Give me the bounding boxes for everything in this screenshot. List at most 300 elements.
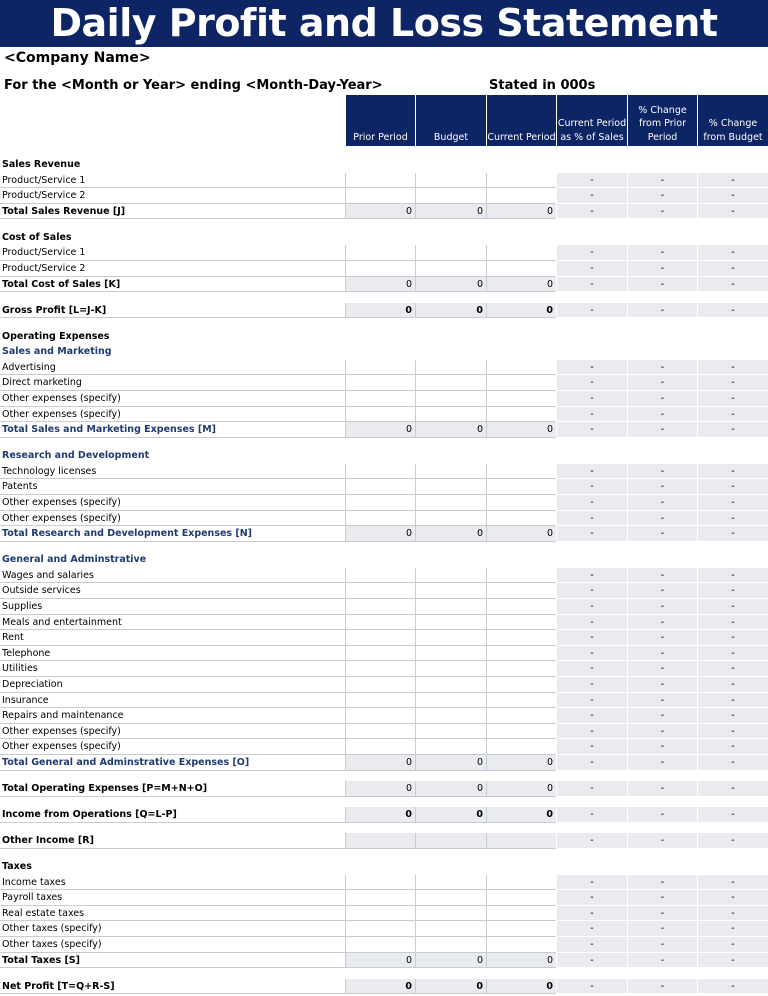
prior-period-cell[interactable] xyxy=(345,245,415,261)
current-period-cell[interactable]: 0 xyxy=(486,755,556,771)
row-label: Total Sales and Marketing Expenses [M] xyxy=(2,424,217,436)
change-budget-cell: - xyxy=(697,807,768,823)
current-period-cell[interactable] xyxy=(486,615,556,631)
change-budget-cell: - xyxy=(697,890,768,906)
change-budget-cell: - xyxy=(697,979,768,995)
change-prior-cell: - xyxy=(627,979,697,995)
line-item-row xyxy=(0,511,768,527)
other-income-row xyxy=(0,833,768,849)
total-row xyxy=(0,755,768,771)
change-prior-cell: - xyxy=(627,495,697,511)
line-item-row xyxy=(0,693,768,709)
current-period-cell[interactable] xyxy=(486,245,556,261)
page-title: Daily Profit and Loss Statement xyxy=(0,0,768,47)
current-period-cell[interactable] xyxy=(486,360,556,376)
row-label: Wages and salaries xyxy=(2,569,94,581)
pct-of-sales-cell: - xyxy=(556,464,627,480)
pct-of-sales-cell: - xyxy=(556,173,627,189)
budget-cell[interactable] xyxy=(415,937,486,953)
budget-cell[interactable] xyxy=(415,833,486,849)
prior-period-cell[interactable] xyxy=(345,568,415,584)
row-label: Other expenses (specify) xyxy=(2,512,121,524)
current-period-cell[interactable] xyxy=(486,479,556,495)
row-label: Cost of Sales xyxy=(2,231,72,243)
pct-of-sales-cell: - xyxy=(556,906,627,922)
budget-cell[interactable] xyxy=(415,511,486,527)
row-label: Payroll taxes xyxy=(2,892,63,904)
section-heading xyxy=(0,329,768,345)
budget-cell[interactable] xyxy=(415,188,486,204)
pct-of-sales-cell: - xyxy=(556,568,627,584)
col-header-current-period: Current Period xyxy=(486,95,556,146)
change-budget-cell: - xyxy=(697,781,768,797)
change-prior-cell: - xyxy=(627,188,697,204)
current-period-cell[interactable] xyxy=(486,630,556,646)
change-prior-cell: - xyxy=(627,615,697,631)
prior-period-cell[interactable] xyxy=(345,391,415,407)
change-budget-cell: - xyxy=(697,511,768,527)
row-label: Other expenses (specify) xyxy=(2,408,121,420)
pct-of-sales-cell: - xyxy=(556,739,627,755)
change-budget-cell: - xyxy=(697,708,768,724)
change-prior-cell: - xyxy=(627,261,697,277)
line-item-row xyxy=(0,261,768,277)
budget-cell[interactable] xyxy=(415,568,486,584)
current-period-cell[interactable] xyxy=(486,511,556,527)
change-prior-cell: - xyxy=(627,890,697,906)
current-period-cell[interactable] xyxy=(486,407,556,423)
change-budget-cell: - xyxy=(697,615,768,631)
line-item-row xyxy=(0,875,768,891)
change-budget-cell: - xyxy=(697,204,768,220)
budget-cell[interactable] xyxy=(415,495,486,511)
budget-cell[interactable] xyxy=(415,375,486,391)
budget-cell[interactable] xyxy=(415,583,486,599)
prior-period-cell[interactable]: 0 xyxy=(345,781,415,797)
budget-cell[interactable] xyxy=(415,245,486,261)
budget-cell[interactable]: 0 xyxy=(415,755,486,771)
change-budget-cell: - xyxy=(697,661,768,677)
change-prior-cell: - xyxy=(627,599,697,615)
line-item-row xyxy=(0,495,768,511)
row-label: Patents xyxy=(2,481,38,493)
pct-of-sales-cell: - xyxy=(556,646,627,662)
current-period-cell[interactable]: 0 xyxy=(486,277,556,293)
change-prior-cell: - xyxy=(627,708,697,724)
prior-period-cell[interactable] xyxy=(345,875,415,891)
pct-of-sales-cell: - xyxy=(556,833,627,849)
current-period-cell[interactable] xyxy=(486,890,556,906)
row-label: Other expenses (specify) xyxy=(2,497,121,508)
current-period-cell[interactable] xyxy=(486,495,556,511)
row-label-cell xyxy=(0,661,345,677)
pct-of-sales-cell: - xyxy=(556,755,627,771)
prior-period-cell[interactable] xyxy=(345,375,415,391)
budget-cell[interactable]: 0 xyxy=(415,807,486,823)
current-period-cell[interactable] xyxy=(486,875,556,891)
current-period-cell[interactable] xyxy=(486,677,556,693)
line-item-row xyxy=(0,646,768,662)
budget-cell[interactable] xyxy=(415,630,486,646)
column-header-row xyxy=(0,95,768,146)
row-label: Total Operating Expenses [P=M+N+O] xyxy=(2,783,208,794)
row-label: Research and Development xyxy=(2,450,150,462)
change-prior-cell: - xyxy=(627,303,697,319)
change-prior-cell: - xyxy=(627,464,697,480)
row-label: Product/Service 1 xyxy=(2,174,86,186)
line-item-row xyxy=(0,407,768,423)
subsection-heading xyxy=(0,344,768,360)
change-budget-cell: - xyxy=(697,277,768,293)
pct-of-sales-cell: - xyxy=(556,583,627,599)
change-budget-cell: - xyxy=(697,422,768,438)
budget-cell[interactable] xyxy=(415,906,486,922)
prior-period-cell[interactable] xyxy=(345,360,415,376)
current-period-cell[interactable]: 0 xyxy=(486,979,556,995)
row-label-cell xyxy=(0,599,345,615)
budget-cell[interactable] xyxy=(415,391,486,407)
change-prior-cell: - xyxy=(627,568,697,584)
line-item-row xyxy=(0,188,768,204)
change-prior-cell: - xyxy=(627,739,697,755)
row-label: Technology licenses xyxy=(2,465,97,477)
row-label: Telephone xyxy=(2,647,51,659)
change-budget-cell: - xyxy=(697,875,768,891)
pct-of-sales-cell: - xyxy=(556,953,627,969)
prior-period-cell[interactable]: 0 xyxy=(345,979,415,995)
prior-period-cell[interactable]: 0 xyxy=(345,204,415,220)
change-budget-cell: - xyxy=(697,495,768,511)
col-header-budget: Budget xyxy=(415,95,486,146)
prior-period-cell[interactable]: 0 xyxy=(345,807,415,823)
line-item-row xyxy=(0,708,768,724)
row-label: Income from Operations [Q=L-P] xyxy=(2,809,177,820)
prior-period-cell[interactable] xyxy=(345,173,415,189)
change-prior-cell: - xyxy=(627,677,697,693)
change-prior-cell: - xyxy=(627,407,697,423)
prior-period-cell[interactable] xyxy=(345,677,415,693)
change-prior-cell: - xyxy=(627,204,697,220)
row-label: Gross Profit [L=J-K] xyxy=(2,304,107,316)
change-prior-cell: - xyxy=(627,360,697,376)
budget-cell[interactable] xyxy=(415,875,486,891)
budget-cell[interactable] xyxy=(415,261,486,277)
budget-cell[interactable] xyxy=(415,693,486,709)
prior-period-cell[interactable] xyxy=(345,661,415,677)
pct-of-sales-cell: - xyxy=(556,921,627,937)
line-item-row xyxy=(0,568,768,584)
row-label: Meals and entertainment xyxy=(2,616,122,628)
change-budget-cell: - xyxy=(697,479,768,495)
prior-period-cell[interactable]: 0 xyxy=(345,277,415,293)
current-period-cell[interactable] xyxy=(486,693,556,709)
budget-cell[interactable] xyxy=(415,360,486,376)
current-period-cell[interactable]: 0 xyxy=(486,204,556,220)
line-item-row xyxy=(0,360,768,376)
budget-cell[interactable] xyxy=(415,708,486,724)
change-prior-cell: - xyxy=(627,661,697,677)
line-item-row xyxy=(0,479,768,495)
budget-cell[interactable]: 0 xyxy=(415,979,486,995)
budget-cell[interactable] xyxy=(415,173,486,189)
line-item-row xyxy=(0,599,768,615)
budget-cell[interactable] xyxy=(415,890,486,906)
change-budget-cell: - xyxy=(697,724,768,740)
prior-period-cell[interactable] xyxy=(345,693,415,709)
row-label: Other taxes (specify) xyxy=(2,923,102,935)
budget-cell[interactable] xyxy=(415,921,486,937)
row-label: Supplies xyxy=(2,601,43,612)
prior-period-cell[interactable] xyxy=(345,511,415,527)
change-budget-cell: - xyxy=(697,245,768,261)
current-period-cell[interactable] xyxy=(486,599,556,615)
change-budget-cell: - xyxy=(697,464,768,480)
change-budget-cell: - xyxy=(697,921,768,937)
section-heading xyxy=(0,230,768,246)
prior-period-cell[interactable] xyxy=(345,890,415,906)
row-label: Utilities xyxy=(2,663,38,675)
prior-period-cell[interactable] xyxy=(345,464,415,480)
row-label: Sales Revenue xyxy=(2,159,81,170)
change-budget-cell: - xyxy=(697,303,768,319)
change-budget-cell: - xyxy=(697,833,768,849)
current-period-cell[interactable] xyxy=(486,188,556,204)
row-label: Net Profit [T=Q+R-S] xyxy=(2,980,115,992)
budget-cell[interactable]: 0 xyxy=(415,422,486,438)
row-label: Income taxes xyxy=(2,876,66,888)
change-prior-cell: - xyxy=(627,375,697,391)
line-item-row xyxy=(0,661,768,677)
row-label: Product/Service 2 xyxy=(2,263,86,274)
change-prior-cell: - xyxy=(627,937,697,953)
current-period-cell[interactable] xyxy=(486,906,556,922)
line-item-row xyxy=(0,464,768,480)
current-period-cell[interactable] xyxy=(486,739,556,755)
prior-period-cell[interactable] xyxy=(345,495,415,511)
summary-row xyxy=(0,303,768,319)
line-item-row xyxy=(0,630,768,646)
budget-cell[interactable] xyxy=(415,739,486,755)
budget-cell[interactable]: 0 xyxy=(415,303,486,319)
line-item-row xyxy=(0,245,768,261)
prior-period-cell[interactable] xyxy=(345,833,415,849)
current-period-cell[interactable]: 0 xyxy=(486,303,556,319)
prior-period-cell[interactable] xyxy=(345,615,415,631)
current-period-cell[interactable] xyxy=(486,173,556,189)
budget-cell[interactable] xyxy=(415,677,486,693)
company-name[interactable]: <Company Name> xyxy=(4,50,151,66)
pct-of-sales-cell: - xyxy=(556,407,627,423)
change-budget-cell: - xyxy=(697,599,768,615)
budget-cell[interactable]: 0 xyxy=(415,781,486,797)
current-period-cell[interactable] xyxy=(486,391,556,407)
line-item-row xyxy=(0,391,768,407)
prior-period-cell[interactable]: 0 xyxy=(345,755,415,771)
prior-period-cell[interactable]: 0 xyxy=(345,953,415,969)
stated-units: Stated in 000s xyxy=(489,78,596,93)
current-period-cell[interactable] xyxy=(486,646,556,662)
budget-cell[interactable] xyxy=(415,646,486,662)
pct-of-sales-cell: - xyxy=(556,807,627,823)
prior-period-cell[interactable] xyxy=(345,937,415,953)
current-period-cell[interactable] xyxy=(486,921,556,937)
change-prior-cell: - xyxy=(627,526,697,542)
row-label: Product/Service 2 xyxy=(2,190,86,202)
prior-period-cell[interactable]: 0 xyxy=(345,303,415,319)
change-prior-cell: - xyxy=(627,391,697,407)
prior-period-cell[interactable] xyxy=(345,188,415,204)
change-prior-cell: - xyxy=(627,807,697,823)
current-period-cell[interactable] xyxy=(486,261,556,277)
change-budget-cell: - xyxy=(697,360,768,376)
budget-cell[interactable] xyxy=(415,464,486,480)
change-budget-cell: - xyxy=(697,677,768,693)
line-item-row xyxy=(0,583,768,599)
budget-cell[interactable] xyxy=(415,599,486,615)
row-label: Repairs and maintenance xyxy=(2,710,124,722)
current-period-cell[interactable] xyxy=(486,708,556,724)
row-label: Real estate taxes xyxy=(2,907,85,919)
change-prior-cell: - xyxy=(627,422,697,438)
current-period-cell[interactable]: 0 xyxy=(486,781,556,797)
budget-cell[interactable]: 0 xyxy=(415,526,486,542)
budget-cell[interactable] xyxy=(415,407,486,423)
subsection-heading xyxy=(0,552,768,568)
pct-of-sales-cell: - xyxy=(556,677,627,693)
current-period-cell[interactable]: 0 xyxy=(486,807,556,823)
line-item-row xyxy=(0,937,768,953)
row-label: General and Adminstrative xyxy=(2,554,147,566)
change-budget-cell: - xyxy=(697,375,768,391)
current-period-cell[interactable] xyxy=(486,724,556,740)
prior-period-cell[interactable] xyxy=(345,407,415,423)
prior-period-cell[interactable] xyxy=(345,921,415,937)
section-heading xyxy=(0,157,768,173)
budget-cell[interactable]: 0 xyxy=(415,204,486,220)
row-label: Outside services xyxy=(2,585,81,597)
change-prior-cell: - xyxy=(627,724,697,740)
budget-cell[interactable] xyxy=(415,724,486,740)
pct-of-sales-cell: - xyxy=(556,724,627,740)
section-heading xyxy=(0,859,768,875)
period-line[interactable]: For the <Month or Year> ending <Month-Day-Year> xyxy=(4,78,383,93)
budget-cell[interactable]: 0 xyxy=(415,277,486,293)
row-label: Depreciation xyxy=(2,679,63,690)
row-label: Other expenses (specify) xyxy=(2,393,121,404)
current-period-cell[interactable] xyxy=(486,583,556,599)
prior-period-cell[interactable] xyxy=(345,708,415,724)
prior-period-cell[interactable] xyxy=(345,906,415,922)
row-label: Total General and Adminstrative Expenses [O] xyxy=(2,757,250,768)
change-budget-cell: - xyxy=(697,953,768,969)
pct-of-sales-cell: - xyxy=(556,511,627,527)
pct-of-sales-cell: - xyxy=(556,661,627,677)
current-period-cell[interactable]: 0 xyxy=(486,953,556,969)
prior-period-cell[interactable] xyxy=(345,724,415,740)
prior-period-cell[interactable] xyxy=(345,583,415,599)
change-budget-cell: - xyxy=(697,630,768,646)
prior-period-cell[interactable] xyxy=(345,261,415,277)
budget-cell[interactable]: 0 xyxy=(415,953,486,969)
budget-cell[interactable] xyxy=(415,661,486,677)
col-header-pct-of-sales: Current Period as % of Sales xyxy=(556,95,627,146)
prior-period-cell[interactable]: 0 xyxy=(345,526,415,542)
line-item-row xyxy=(0,615,768,631)
change-prior-cell: - xyxy=(627,479,697,495)
prior-period-cell[interactable] xyxy=(345,646,415,662)
prior-period-cell[interactable] xyxy=(345,739,415,755)
prior-period-cell[interactable] xyxy=(345,630,415,646)
change-budget-cell: - xyxy=(697,583,768,599)
pct-of-sales-cell: - xyxy=(556,979,627,995)
row-label: Total Research and Development Expenses [N] xyxy=(2,528,253,540)
change-prior-cell: - xyxy=(627,906,697,922)
change-prior-cell: - xyxy=(627,646,697,662)
current-period-cell[interactable] xyxy=(486,464,556,480)
current-period-cell[interactable] xyxy=(486,375,556,391)
line-item-row xyxy=(0,921,768,937)
total-row xyxy=(0,204,768,220)
pct-of-sales-cell: - xyxy=(556,245,627,261)
prior-period-cell[interactable]: 0 xyxy=(345,422,415,438)
current-period-cell[interactable]: 0 xyxy=(486,422,556,438)
line-item-row xyxy=(0,890,768,906)
change-budget-cell: - xyxy=(697,906,768,922)
budget-cell[interactable] xyxy=(415,479,486,495)
pct-of-sales-cell: - xyxy=(556,526,627,542)
change-prior-cell: - xyxy=(627,245,697,261)
current-period-cell[interactable] xyxy=(486,937,556,953)
pct-of-sales-cell: - xyxy=(556,422,627,438)
row-label: Total Sales Revenue [J] xyxy=(2,205,126,217)
row-label: Other expenses (specify) xyxy=(2,725,121,737)
pct-of-sales-cell: - xyxy=(556,495,627,511)
pct-of-sales-cell: - xyxy=(556,391,627,407)
pct-of-sales-cell: - xyxy=(556,781,627,797)
pct-of-sales-cell: - xyxy=(556,479,627,495)
current-period-cell[interactable]: 0 xyxy=(486,526,556,542)
row-label: Insurance xyxy=(2,694,49,706)
pct-of-sales-cell: - xyxy=(556,204,627,220)
change-budget-cell: - xyxy=(697,755,768,771)
current-period-cell[interactable] xyxy=(486,568,556,584)
change-prior-cell: - xyxy=(627,921,697,937)
row-label: Other Income [R] xyxy=(2,835,94,846)
line-item-row xyxy=(0,739,768,755)
row-label: Operating Expenses xyxy=(2,330,110,342)
total-row xyxy=(0,422,768,438)
prior-period-cell[interactable] xyxy=(345,479,415,495)
change-budget-cell: - xyxy=(697,646,768,662)
line-item-row xyxy=(0,906,768,922)
summary-row xyxy=(0,807,768,823)
change-prior-cell: - xyxy=(627,755,697,771)
change-budget-cell: - xyxy=(697,526,768,542)
row-label: Other taxes (specify) xyxy=(2,939,102,950)
change-budget-cell: - xyxy=(697,261,768,277)
line-item-row xyxy=(0,375,768,391)
prior-period-cell[interactable] xyxy=(345,599,415,615)
change-budget-cell: - xyxy=(697,739,768,755)
current-period-cell[interactable] xyxy=(486,661,556,677)
budget-cell[interactable] xyxy=(415,615,486,631)
col-header-change-budget: % Change from Budget xyxy=(697,95,768,146)
row-label-cell xyxy=(0,630,345,646)
summary-row xyxy=(0,979,768,995)
current-period-cell[interactable] xyxy=(486,833,556,849)
subsection-heading xyxy=(0,448,768,464)
change-prior-cell: - xyxy=(627,781,697,797)
